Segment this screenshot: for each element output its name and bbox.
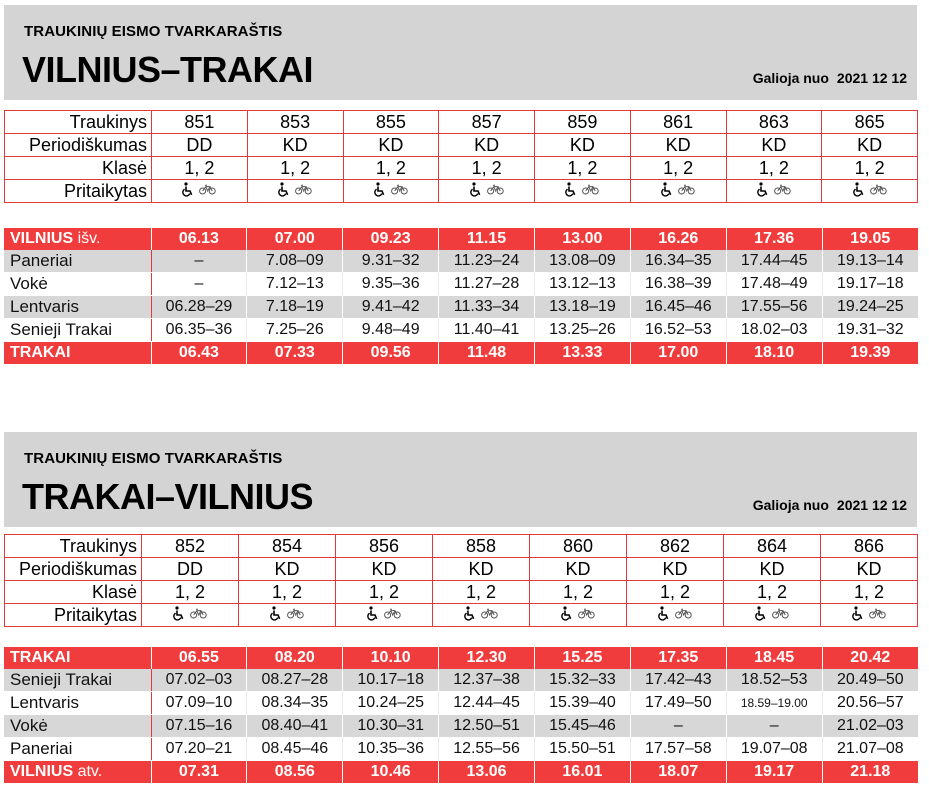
time-cell: 11.15 <box>439 228 535 250</box>
time-cell: 15.50–51 <box>535 738 631 761</box>
time-cell: 09.23 <box>343 228 439 250</box>
time-cell: 20.49–50 <box>822 669 918 692</box>
time-cell: 08.34–35 <box>247 692 343 715</box>
time-cell: 10.30–31 <box>343 715 439 738</box>
station-name: Lentvaris <box>10 297 79 316</box>
station-cell <box>4 273 151 296</box>
periodicity-value: KD <box>439 134 535 157</box>
time-cell: 17.44–45 <box>726 250 822 273</box>
time-cell: 07.09–10 <box>151 692 247 715</box>
time-cell: 10.17–18 <box>343 669 439 692</box>
stop-row <box>4 692 918 715</box>
wheelchair-icon <box>852 606 864 621</box>
train-number: 857 <box>439 111 535 134</box>
periodicity-row <box>5 134 918 157</box>
time-cell: 12.50–51 <box>439 715 535 738</box>
adapted-icons <box>726 180 822 203</box>
time-cell: 18.45 <box>726 647 822 669</box>
train-info-table <box>4 110 918 203</box>
time-cell: 13.00 <box>535 228 631 250</box>
train-number-row <box>5 535 918 558</box>
route-title: TRAKAI–VILNIUS <box>22 476 314 517</box>
station-name: VILNIUS <box>10 763 74 780</box>
time-cell: 13.08–09 <box>535 250 631 273</box>
bicycle-icon <box>287 608 304 619</box>
time-cell: 13.18–19 <box>535 296 631 319</box>
class-value: 1, 2 <box>630 157 726 180</box>
class-label: Klasė <box>5 581 142 604</box>
station-cell <box>4 342 151 365</box>
time-cell: – <box>630 715 726 738</box>
stop-row <box>4 228 918 250</box>
periodicity-value: KD <box>247 134 343 157</box>
valid-from <box>753 497 907 513</box>
wheelchair-icon <box>278 182 290 197</box>
station-suffix: išv. <box>73 230 101 247</box>
timetable-header <box>4 432 917 527</box>
time-cell: 18.10 <box>726 342 822 365</box>
time-cell: – <box>151 250 247 273</box>
time-cell: 17.57–58 <box>630 738 726 761</box>
bicycle-icon <box>295 184 312 195</box>
train-label: Traukinys <box>5 111 152 134</box>
time-cell: 18.07 <box>630 761 726 784</box>
periodicity-value: KD <box>343 134 439 157</box>
stop-row <box>4 296 918 319</box>
periodicity-value: KD <box>433 558 530 581</box>
class-value: 1, 2 <box>142 581 239 604</box>
class-value: 1, 2 <box>439 157 535 180</box>
time-cell: 10.10 <box>343 647 439 669</box>
adapted-icons <box>724 604 821 627</box>
train-info-table <box>4 534 918 627</box>
adapted-icons <box>630 180 726 203</box>
stop-row <box>4 342 918 365</box>
time-cell: 18.52–53 <box>726 669 822 692</box>
time-cell: 12.44–45 <box>439 692 535 715</box>
train-number: 855 <box>343 111 439 134</box>
time-cell: 17.35 <box>630 647 726 669</box>
stop-row <box>4 715 918 738</box>
periodicity-value: KD <box>821 558 918 581</box>
time-cell: 16.45–46 <box>630 296 726 319</box>
periodicity-value: KD <box>724 558 821 581</box>
periodicity-row <box>5 558 918 581</box>
time-cell: 16.01 <box>535 761 631 784</box>
wheelchair-icon <box>464 606 476 621</box>
time-cell: 06.28–29 <box>151 296 247 319</box>
bicycle-icon <box>487 184 504 195</box>
class-value: 1, 2 <box>627 581 724 604</box>
wheelchair-icon <box>561 606 573 621</box>
wheelchair-icon <box>658 606 670 621</box>
station-cell <box>4 296 151 319</box>
bicycle-icon <box>870 184 887 195</box>
adapted-icons <box>627 604 724 627</box>
class-value: 1, 2 <box>821 581 918 604</box>
adapted-icons <box>822 180 918 203</box>
time-cell: 08.20 <box>247 647 343 669</box>
time-cell: 07.33 <box>247 342 343 365</box>
time-cell: 15.32–33 <box>535 669 631 692</box>
station-suffix: atv. <box>73 763 103 780</box>
time-cell: 9.48–49 <box>343 319 439 342</box>
station-name: Lentvaris <box>10 693 79 712</box>
station-name: Vokė <box>10 716 48 735</box>
wheelchair-icon <box>661 182 673 197</box>
periodicity-label: Periodiškumas <box>5 558 142 581</box>
time-cell: 18.59–19.00 <box>726 692 822 715</box>
route-title: VILNIUS–TRAKAI <box>22 49 314 90</box>
train-label: Traukinys <box>5 535 142 558</box>
periodicity-value: KD <box>630 134 726 157</box>
adapted-row <box>5 604 918 627</box>
adapted-icons <box>821 604 918 627</box>
wheelchair-icon <box>367 606 379 621</box>
train-number: 860 <box>530 535 627 558</box>
time-cell: 17.48–49 <box>726 273 822 296</box>
time-cell: 08.45–46 <box>247 738 343 761</box>
wheelchair-icon <box>270 606 282 621</box>
time-cell: 16.38–39 <box>630 273 726 296</box>
valid-label: Galioja nuo <box>752 70 829 86</box>
time-cell: 06.55 <box>151 647 247 669</box>
periodicity-value: KD <box>535 134 631 157</box>
time-cell: 07.20–21 <box>151 738 247 761</box>
periodicity-value: DD <box>142 558 239 581</box>
timetable-kicker: TRAUKINIŲ EISMO TVARKARAŠTIS <box>24 23 283 40</box>
adapted-icons <box>247 180 343 203</box>
adapted-icons <box>239 604 336 627</box>
stop-row <box>4 273 918 296</box>
stop-row <box>4 761 918 784</box>
time-cell: 21.18 <box>822 761 918 784</box>
adapted-icons <box>439 180 535 203</box>
time-cell: 19.39 <box>822 342 918 365</box>
station-name: TRAKAI <box>10 649 71 666</box>
time-cell: 19.17–18 <box>822 273 918 296</box>
periodicity-value: KD <box>239 558 336 581</box>
periodicity-value: KD <box>530 558 627 581</box>
class-row <box>5 157 918 180</box>
time-cell: 17.36 <box>726 228 822 250</box>
time-cell: 7.08–09 <box>247 250 343 273</box>
time-cell: 9.35–36 <box>343 273 439 296</box>
bicycle-icon <box>772 608 789 619</box>
time-cell: 10.24–25 <box>343 692 439 715</box>
station-name: Senieji Trakai <box>10 670 113 689</box>
time-cell: 06.13 <box>151 228 247 250</box>
class-value: 1, 2 <box>343 157 439 180</box>
valid-from <box>753 70 907 86</box>
time-cell: 10.46 <box>343 761 439 784</box>
stop-row <box>4 669 918 692</box>
time-cell: 08.40–41 <box>247 715 343 738</box>
periodicity-value: KD <box>336 558 433 581</box>
time-cell: 07.02–03 <box>151 669 247 692</box>
time-cell: 17.00 <box>630 342 726 365</box>
bicycle-icon <box>199 184 216 195</box>
time-cell: 16.52–53 <box>630 319 726 342</box>
class-value: 1, 2 <box>535 157 631 180</box>
time-cell: 20.42 <box>822 647 918 669</box>
time-cell: 11.27–28 <box>439 273 535 296</box>
train-number: 851 <box>152 111 248 134</box>
time-cell: 17.49–50 <box>630 692 726 715</box>
valid-date: 2021 12 12 <box>836 497 907 513</box>
station-name: Senieji Trakai <box>10 320 113 339</box>
wheelchair-icon <box>374 182 386 197</box>
time-cell: 13.06 <box>439 761 535 784</box>
time-cell: 17.42–43 <box>630 669 726 692</box>
time-cell: 20.56–57 <box>822 692 918 715</box>
train-number: 863 <box>726 111 822 134</box>
station-name: Vokė <box>10 274 48 293</box>
time-cell: 16.26 <box>630 228 726 250</box>
bicycle-icon <box>869 608 886 619</box>
train-number: 858 <box>433 535 530 558</box>
time-cell: 06.43 <box>151 342 247 365</box>
train-number: 859 <box>535 111 631 134</box>
periodicity-label: Periodiškumas <box>5 134 152 157</box>
adapted-row <box>5 180 918 203</box>
time-cell: 19.05 <box>822 228 918 250</box>
stop-row <box>4 647 918 669</box>
station-cell <box>4 738 151 761</box>
time-cell: 7.12–13 <box>247 273 343 296</box>
class-value: 1, 2 <box>239 581 336 604</box>
time-cell: 11.40–41 <box>439 319 535 342</box>
bicycle-icon <box>582 184 599 195</box>
periodicity-value: KD <box>627 558 724 581</box>
bicycle-icon <box>675 608 692 619</box>
adapted-icons <box>530 604 627 627</box>
wheelchair-icon <box>565 182 577 197</box>
adapted-label: Pritaikytas <box>5 604 142 627</box>
time-cell: 13.12–13 <box>535 273 631 296</box>
valid-label: Galioja nuo <box>752 497 829 513</box>
time-cell: – <box>726 715 822 738</box>
train-number: 853 <box>247 111 343 134</box>
time-cell: 9.41–42 <box>343 296 439 319</box>
time-cell: 13.25–26 <box>535 319 631 342</box>
station-cell <box>4 715 151 738</box>
station-cell <box>4 761 151 784</box>
time-cell: 19.31–32 <box>822 319 918 342</box>
wheelchair-icon <box>853 182 865 197</box>
bicycle-icon <box>578 608 595 619</box>
adapted-label: Pritaikytas <box>5 180 152 203</box>
time-cell: 11.23–24 <box>439 250 535 273</box>
class-value: 1, 2 <box>726 157 822 180</box>
time-cell: 07.15–16 <box>151 715 247 738</box>
class-value: 1, 2 <box>530 581 627 604</box>
time-cell: 12.30 <box>439 647 535 669</box>
bicycle-icon <box>678 184 695 195</box>
wheelchair-icon <box>470 182 482 197</box>
periodicity-value: DD <box>152 134 248 157</box>
time-cell: 15.25 <box>535 647 631 669</box>
time-cell: – <box>151 273 247 296</box>
time-cell: 12.37–38 <box>439 669 535 692</box>
wheelchair-icon <box>182 182 194 197</box>
train-number: 862 <box>627 535 724 558</box>
station-cell <box>4 669 151 692</box>
train-number: 866 <box>821 535 918 558</box>
adapted-icons <box>343 180 439 203</box>
stop-row <box>4 250 918 273</box>
class-value: 1, 2 <box>822 157 918 180</box>
train-number: 865 <box>822 111 918 134</box>
time-cell: 07.31 <box>151 761 247 784</box>
class-value: 1, 2 <box>247 157 343 180</box>
time-cell: 15.39–40 <box>535 692 631 715</box>
train-number: 861 <box>630 111 726 134</box>
time-cell: 12.55–56 <box>439 738 535 761</box>
adapted-icons <box>152 180 248 203</box>
timetable-kicker: TRAUKINIŲ EISMO TVARKARAŠTIS <box>24 450 283 467</box>
class-value: 1, 2 <box>724 581 821 604</box>
adapted-icons <box>142 604 239 627</box>
bicycle-icon <box>481 608 498 619</box>
train-number: 854 <box>239 535 336 558</box>
bicycle-icon <box>774 184 791 195</box>
stop-row <box>4 738 918 761</box>
timetable-header <box>4 5 917 100</box>
time-cell: 7.25–26 <box>247 319 343 342</box>
time-cell: 21.07–08 <box>822 738 918 761</box>
time-cell: 7.18–19 <box>247 296 343 319</box>
time-cell: 09.56 <box>343 342 439 365</box>
bicycle-icon <box>384 608 401 619</box>
bicycle-icon <box>190 608 207 619</box>
time-cell: 11.33–34 <box>439 296 535 319</box>
time-cell: 19.17 <box>726 761 822 784</box>
station-cell <box>4 228 151 250</box>
station-cell <box>4 692 151 715</box>
station-cell <box>4 319 151 342</box>
wheelchair-icon <box>173 606 185 621</box>
train-number: 864 <box>724 535 821 558</box>
station-cell <box>4 250 151 273</box>
time-cell: 08.27–28 <box>247 669 343 692</box>
time-cell: 16.34–35 <box>630 250 726 273</box>
class-value: 1, 2 <box>152 157 248 180</box>
class-row <box>5 581 918 604</box>
class-value: 1, 2 <box>433 581 530 604</box>
stop-row <box>4 319 918 342</box>
adapted-icons <box>336 604 433 627</box>
time-cell: 06.35–36 <box>151 319 247 342</box>
time-cell: 19.07–08 <box>726 738 822 761</box>
train-number: 856 <box>336 535 433 558</box>
station-cell <box>4 647 151 669</box>
station-name: TRAKAI <box>10 344 71 361</box>
class-value: 1, 2 <box>336 581 433 604</box>
time-cell: 18.02–03 <box>726 319 822 342</box>
train-number: 852 <box>142 535 239 558</box>
bicycle-icon <box>391 184 408 195</box>
time-cell: 21.02–03 <box>822 715 918 738</box>
time-cell: 11.48 <box>439 342 535 365</box>
time-cell: 08.56 <box>247 761 343 784</box>
time-cell: 13.33 <box>535 342 631 365</box>
station-name: VILNIUS <box>10 230 74 247</box>
time-cell: 15.45–46 <box>535 715 631 738</box>
time-cell: 10.35–36 <box>343 738 439 761</box>
adapted-icons <box>433 604 530 627</box>
adapted-icons <box>535 180 631 203</box>
time-cell: 07.00 <box>247 228 343 250</box>
station-name: Paneriai <box>10 739 73 758</box>
schedule-table <box>4 647 918 783</box>
periodicity-value: KD <box>822 134 918 157</box>
train-number-row <box>5 111 918 134</box>
wheelchair-icon <box>755 606 767 621</box>
wheelchair-icon <box>757 182 769 197</box>
station-name: Paneriai <box>10 251 73 270</box>
time-cell: 19.13–14 <box>822 250 918 273</box>
time-cell: 9.31–32 <box>343 250 439 273</box>
class-label: Klasė <box>5 157 152 180</box>
valid-date: 2021 12 12 <box>836 70 907 86</box>
schedule-table <box>4 228 918 364</box>
time-cell: 17.55–56 <box>726 296 822 319</box>
time-cell: 19.24–25 <box>822 296 918 319</box>
periodicity-value: KD <box>726 134 822 157</box>
